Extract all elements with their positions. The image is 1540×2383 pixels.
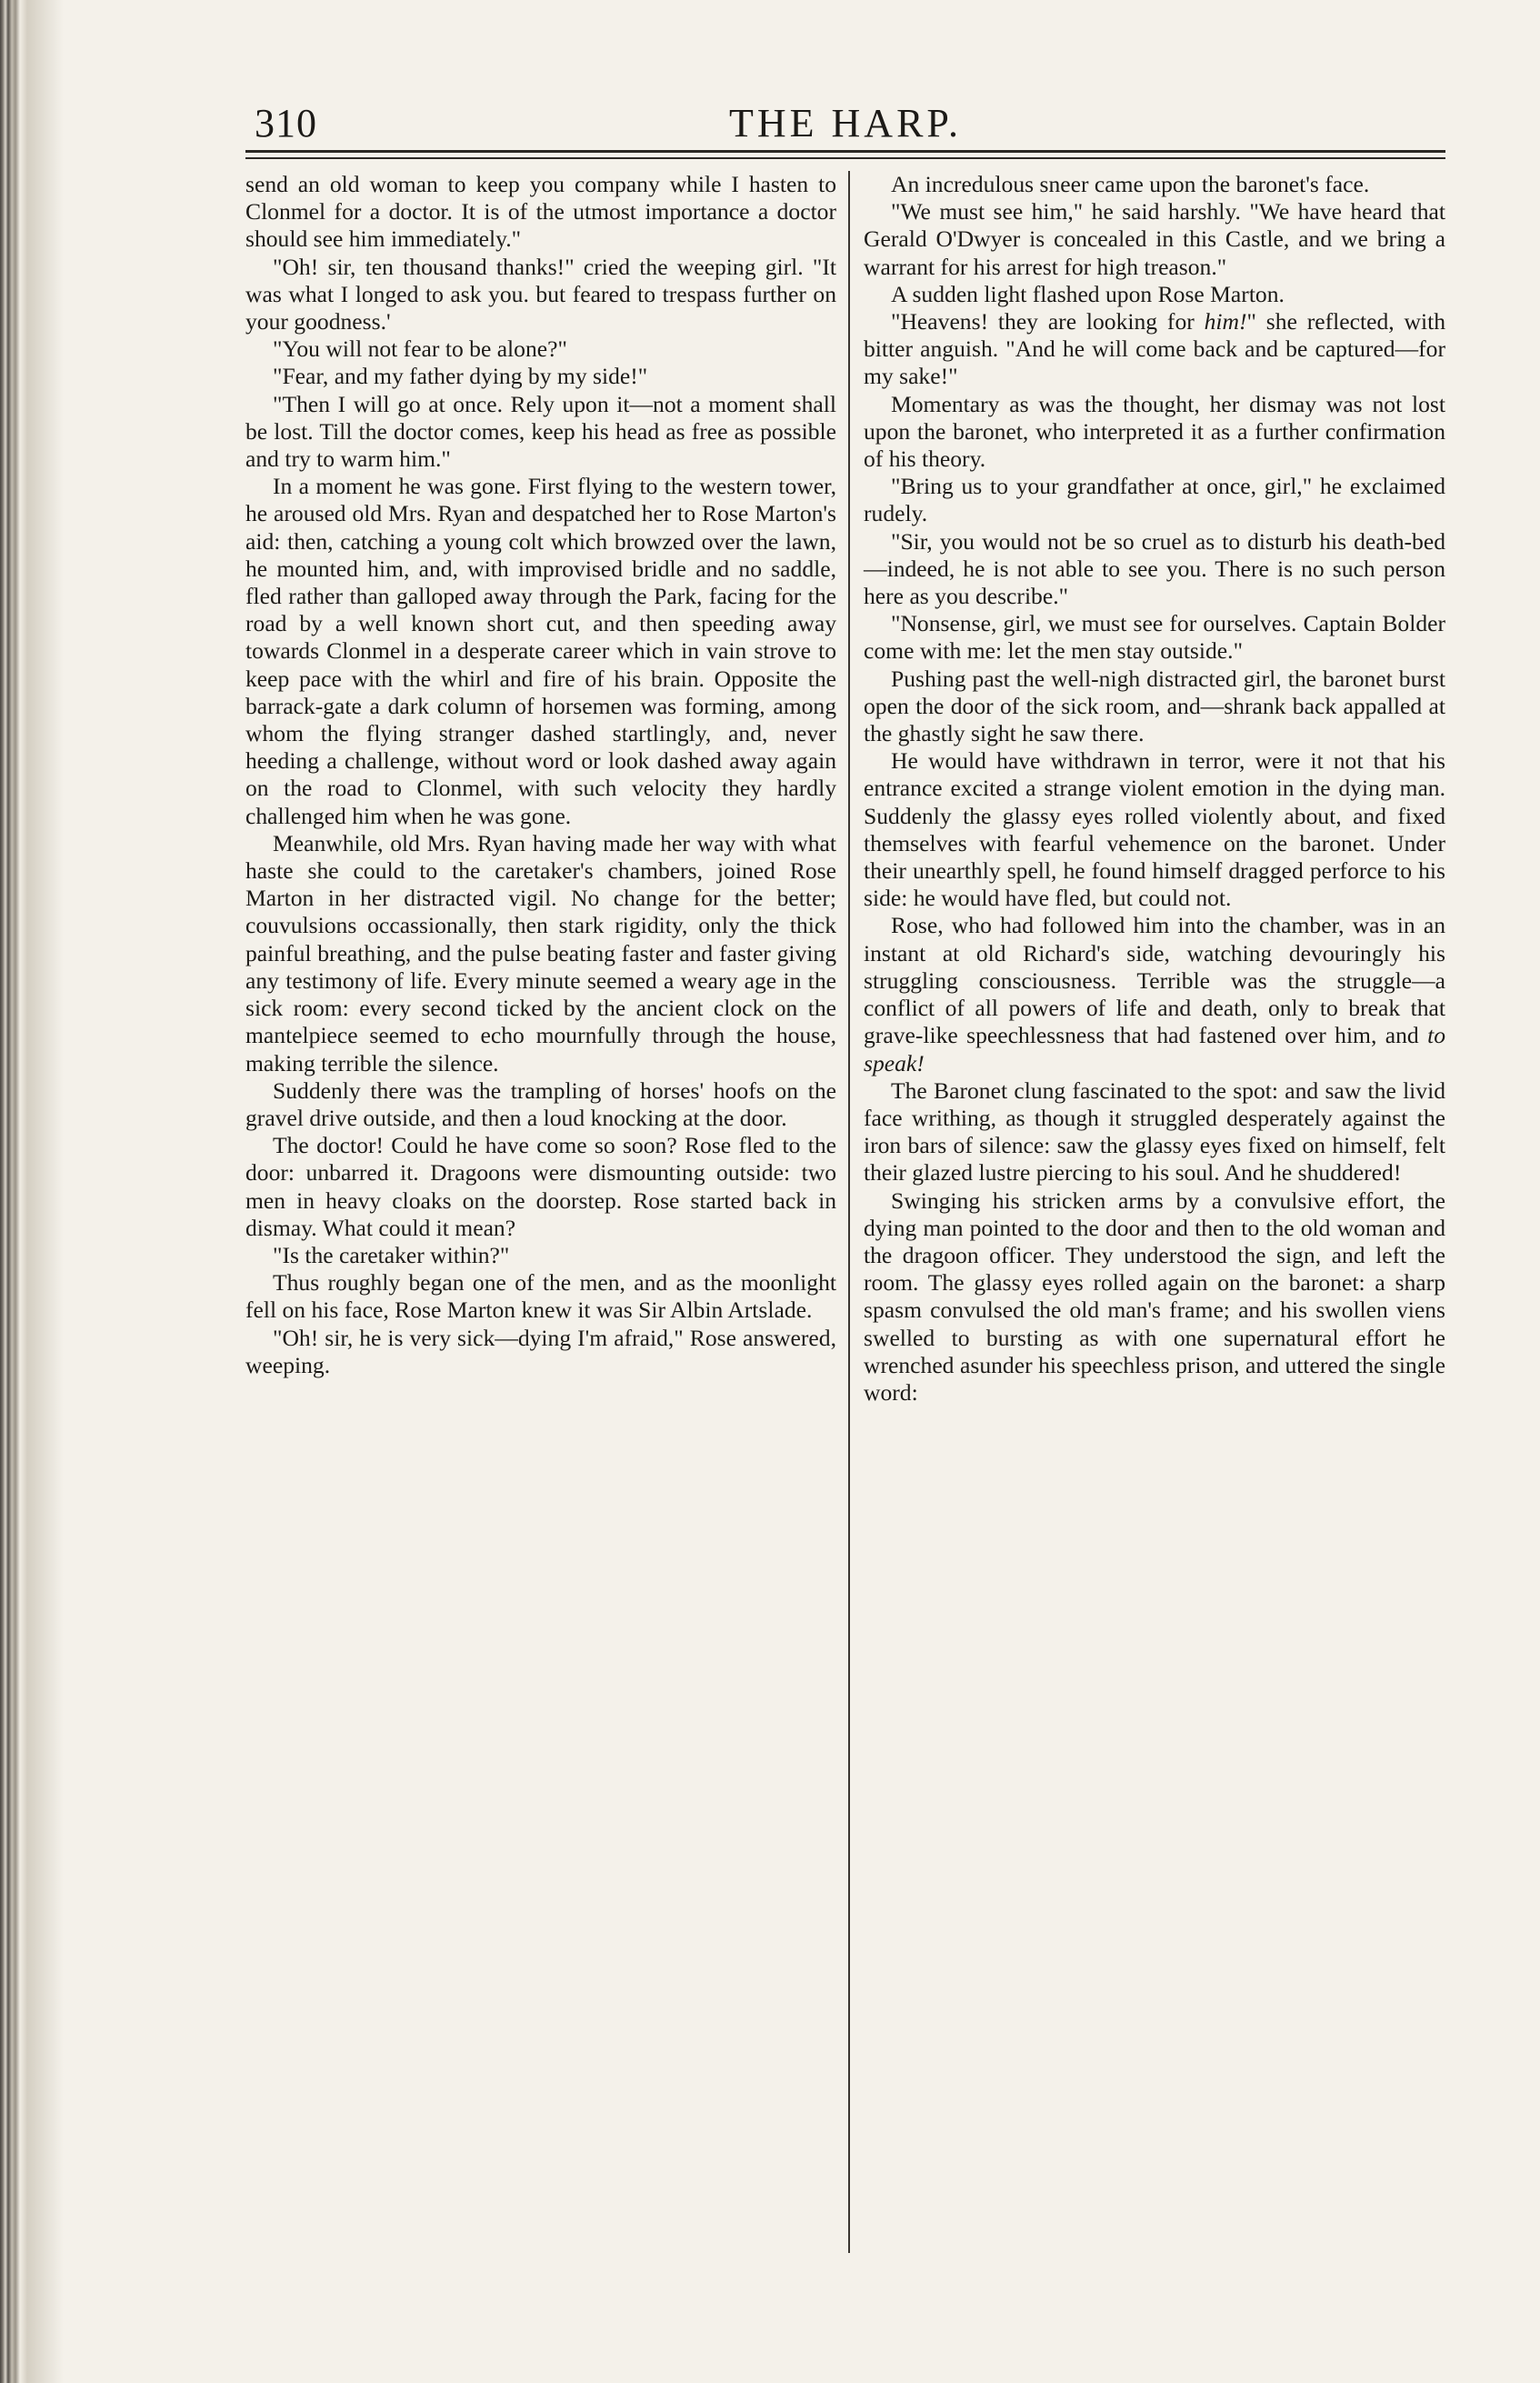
paragraph: The doctor! Could he have come so soon? Rose fled to the door: unbarred it. Dragoons were dismounting outside: two men in heavy cloaks on the doorstep. Rose started back in dismay. What could it mean? (245, 1132, 836, 1241)
emphasis: to speak! (864, 1022, 1445, 1076)
journal-title: THE HARP. (728, 101, 963, 145)
paragraph: "You will not fear to be alone?" (273, 335, 567, 363)
paragraph: "Sir, you would not be so cruel as to disturb his death-bed—indeed, he is not able to see you. There is no such person here as you describe." (864, 527, 1445, 610)
paragraph: send an old woman to keep you company while I hasten to Clonmel for a doctor. It is of the utmost importance a doctor should see him immediately." (245, 171, 836, 253)
emphasis: him! (1204, 308, 1247, 335)
paragraph: The Baronet clung fascinated to the spot: and saw the livid face writhing, as though it struggled desperately against the iron bars of silence: saw the glassy eyes fixed on himself, felt their glazed lustre piercing to his soul. And he shuddered! (864, 1076, 1445, 1186)
running-head (245, 91, 1445, 145)
paragraph: Suddenly there was the trampling of horses' hoofs on the gravel drive outside, and then a loud knocking at the door. (245, 1076, 836, 1131)
paragraph: "Heavens! they are looking for him!" she reflected, with bitter anguish. "And he will come back and be captured—for my sake!" (864, 308, 1445, 390)
paragraph: Rose, who had followed him into the chamber, was in an instant at old Richard's side, watching devouringly his struggling consciousness. Terrible was the struggle—a conflict of all powers of life and death, only to break that grave-like speechlessness that had fastened over him, and to speak! (864, 912, 1445, 1076)
paragraph: Momentary as was the thought, her dismay was not lost upon the baronet, who interpreted it as a further confirmation of his theory. (864, 390, 1445, 473)
paragraph: "Is the caretaker within?" (273, 1241, 510, 1268)
paragraph: An incredulous sneer came upon the baronet's face. (891, 171, 1370, 197)
header-rule (245, 150, 1445, 153)
paragraph: Meanwhile, old Mrs. Ryan having made her way with what haste she could to the caretaker's chambers, joined Rose Marton in her distracted vigil. No change for the better; couvulsions occassionally, then stark rigidity, only the thick painful breathing, and the pulse beating faster and faster giving any testimony of life. Every minute seemed a weary age in the sick room: every second ticked by the ancient clock on the mantelpiece seemed to echo mournfully through the house, making terrible the silence. (245, 829, 836, 1076)
book-spine-gutter (0, 0, 64, 2383)
text-columns (245, 171, 1445, 2280)
paragraph: Pushing past the well-nigh distracted girl, the baronet burst open the door of the sick room, and—shrank back appalled at the ghastly sight he saw there. (864, 665, 1445, 747)
paragraph: "Then I will go at once. Rely upon it—not a moment shall be lost. Till the doctor comes, keep his head as free as possible and try to warm him." (245, 390, 836, 473)
page (245, 91, 1445, 1406)
paragraph: Swinging his stricken arms by a convulsive effort, the dying man pointed to the door and then to the old woman and the dragoon officer. They understood the sign, and left the room. The glassy eyes rolled again on the baronet: a sharp spasm convulsed the old man's frame; and his swollen viens swelled to bursting as with one supernatural effort he wrenched asunder his speechless prison, and uttered the single word: (864, 1186, 1445, 1406)
paragraph: "We must see him," he said harshly. "We have heard that Gerald O'Dwyer is concealed in this Castle, and we bring a warrant for his arrest for high treason." (864, 198, 1445, 280)
right-column (864, 171, 1445, 1407)
paragraph: "Nonsense, girl, we must see for ourselves. Captain Bolder come with me: let the men stay outside." (864, 610, 1445, 665)
header-rule-thin (245, 157, 1445, 159)
paragraph: A sudden light flashed upon Rose Marton. (891, 280, 1285, 307)
paragraph: Thus roughly began one of the men, and as the moonlight fell on his face, Rose Marton knew it was Sir Albin Artslade. (245, 1269, 836, 1324)
column-divider (848, 171, 850, 2253)
left-column (245, 171, 836, 1379)
paragraph: "Fear, and my father dying by my side!" (273, 363, 648, 390)
paragraph: "Oh! sir, he is very sick—dying I'm afraid," Rose answered, weeping. (245, 1324, 836, 1378)
paragraph: "Bring us to your grandfather at once, girl," he exclaimed rudely. (864, 473, 1445, 527)
paragraph: He would have withdrawn in terror, were it not that his entrance excited a strange violent emotion in the dying man. Suddenly the glassy eyes rolled violently about, and fixed themselves with fearful vehemence on the baronet. Under their unearthly spell, he found himself dragged perforce to his side: he would have fled, but could not. (864, 747, 1445, 912)
page-number: 310 (255, 101, 317, 145)
paragraph: In a moment he was gone. First flying to the western tower, he aroused old Mrs. Ryan and despatched her to Rose Marton's aid: then, catching a young colt which browzed over the lawn, he mounted him, and, with improvised bridle and no saddle, fled rather than galloped away through the Park, facing for the road by a well known short cut, and then speeding away towards Clonmel in a desperate career which in vain strove to keep pace with the whirl and fire of his brain. Opposite the barrack-gate a dark column of horsemen was forming, among whom the flying stranger dashed startlingly, and, never heeding a challenge, without word or look dashed away again on the road to Clonmel, with such velocity they hardly challenged him when he was gone. (245, 473, 836, 829)
paragraph: "Oh! sir, ten thousand thanks!" cried the weeping girl. "It was what I longed to ask you. but feared to trespass further on your goodness.' (245, 253, 836, 335)
